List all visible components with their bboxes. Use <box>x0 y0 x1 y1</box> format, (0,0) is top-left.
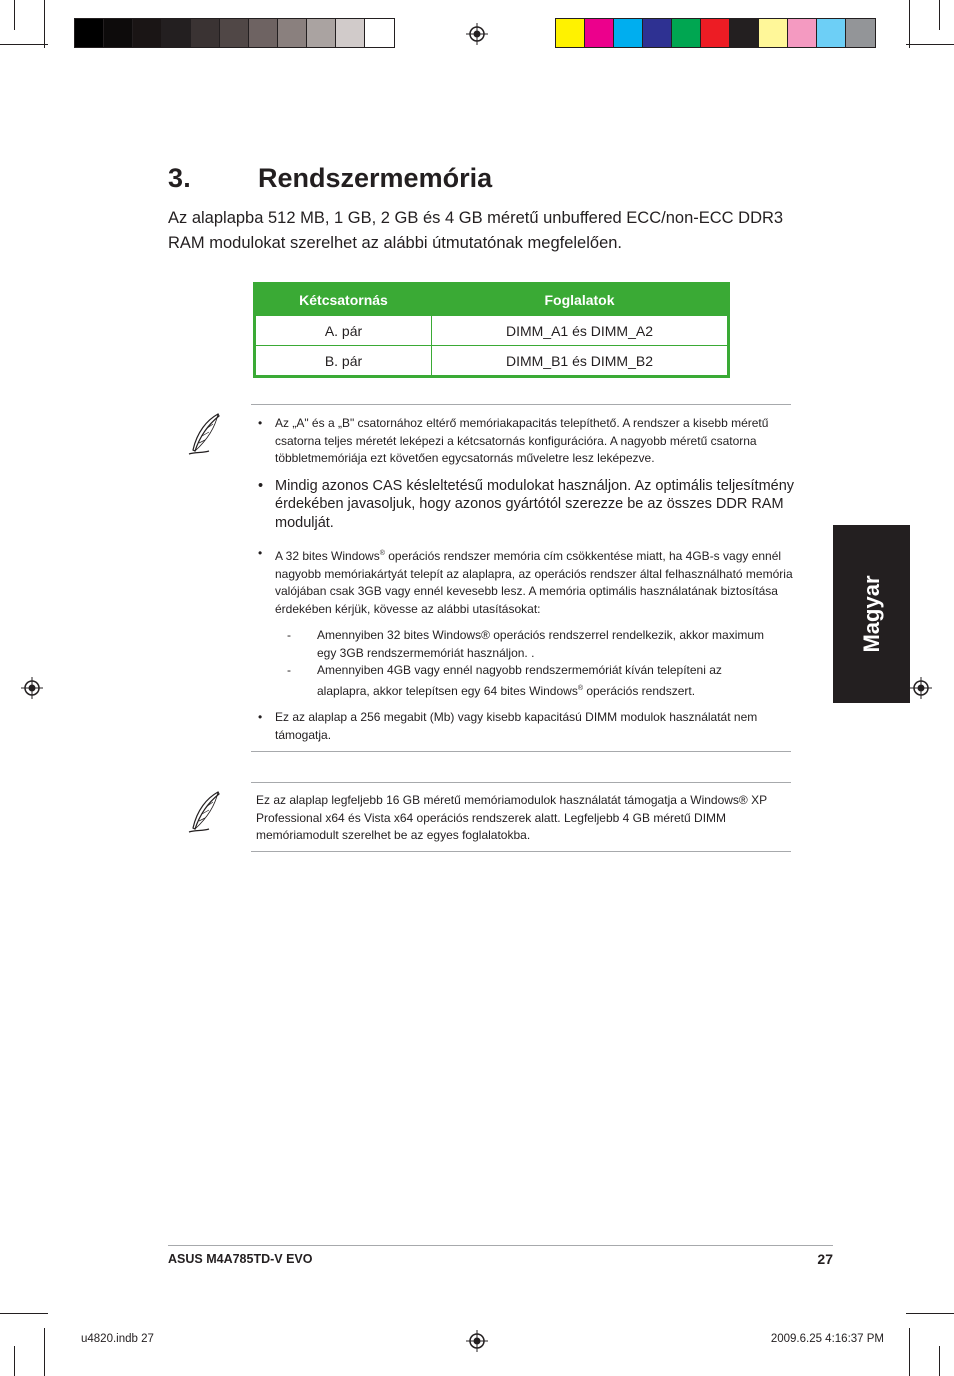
color-swatch <box>556 19 585 47</box>
crop-mark <box>909 1328 910 1376</box>
table-row <box>255 346 729 377</box>
color-swatch <box>614 19 643 47</box>
note-divider <box>251 782 791 783</box>
column-header: Foglalatok <box>432 284 729 316</box>
sub-list-text-part: operációs rendszert. <box>582 683 696 698</box>
page-number: 27 <box>817 1251 833 1267</box>
crop-mark <box>14 0 15 30</box>
table-cell: B. pár <box>255 346 432 377</box>
sub-list-text-part: Amennyiben 4GB vagy ennél nagyobb rendszermemóriát kíván telepíteni az alaplapra, akkor telepítsen egy 64 bites Windows <box>317 663 722 698</box>
dash-marker: - <box>287 628 291 642</box>
color-swatch <box>701 19 730 47</box>
color-swatch <box>759 19 788 47</box>
table-cell: DIMM_A1 és DIMM_A2 <box>432 316 729 346</box>
language-side-tab <box>833 525 910 703</box>
section-title: Rendszermemória <box>258 163 493 193</box>
sub-list-text <box>317 662 767 700</box>
crop-mark <box>906 44 954 45</box>
dash-marker: - <box>287 663 291 677</box>
feather-pen-icon <box>185 410 225 460</box>
list-item-text: operációs rendszer memória cím csökkentése miatt, ha 4GB-s vagy ennél nagyobb memóriakártyát telepít az alaplapra, az operációs rendszer által felhasználható memória valójában csak 3GB vagy ennél kevesebb lesz. A memória optimális használatának biztosítása érdekében kérjük, kövesse az alábbi utasításokat: <box>275 549 793 616</box>
color-swatch <box>585 19 614 47</box>
color-swatch <box>788 19 817 47</box>
color-swatch <box>846 19 875 47</box>
footer-product-name: ASUS M4A785TD-V EVO <box>168 1252 313 1266</box>
color-swatch <box>104 19 133 47</box>
note-divider <box>251 751 791 752</box>
table-row <box>255 316 729 346</box>
note-divider <box>251 404 791 405</box>
list-item-text: A 32 bites Windows <box>275 549 380 563</box>
color-swatch <box>191 19 220 47</box>
crop-mark <box>939 1346 940 1376</box>
grayscale-color-bar <box>74 18 395 48</box>
print-slug-date: 2009.6.25 4:16:37 PM <box>770 1333 884 1345</box>
color-swatch <box>730 19 759 47</box>
registration-target-icon <box>466 1330 488 1352</box>
note-bullet-list <box>258 415 798 618</box>
registered-mark: ® <box>577 684 583 692</box>
color-swatch <box>133 19 162 47</box>
registered-mark: ® <box>379 550 385 557</box>
intro-paragraph: Az alaplapba 512 MB, 1 GB, 2 GB és 4 GB méretű unbuffered ECC/non-ECC DDR3 RAM modulokat szerelhet az alábbi útmutatónak megfelelően. <box>168 209 784 252</box>
table-header-row <box>255 284 729 316</box>
color-swatch <box>75 19 104 47</box>
table-cell: DIMM_B1 és DIMM_B2 <box>432 346 729 377</box>
language-label: Magyar <box>858 575 884 653</box>
crop-mark <box>44 1328 45 1376</box>
memory-config-table <box>253 282 730 378</box>
list-item <box>258 545 798 618</box>
color-swatch <box>365 19 394 47</box>
color-swatch <box>249 19 278 47</box>
color-swatch <box>162 19 191 47</box>
crop-mark <box>14 1346 15 1376</box>
crop-mark <box>906 1313 954 1314</box>
print-slug-file: u4820.indb 27 <box>81 1333 154 1345</box>
sub-list-text: Amennyiben 32 bites Windows® operációs rendszerrel rendelkezik, akkor maximum egy 3GB rendszermemóriát használjon. . <box>317 628 765 660</box>
registration-target-icon <box>21 677 43 699</box>
color-swatch <box>643 19 672 47</box>
column-header: Kétcsatornás <box>255 284 432 316</box>
feather-pen-icon <box>185 788 225 838</box>
crop-mark <box>939 0 940 30</box>
color-swatch <box>278 19 307 47</box>
crop-mark <box>0 1313 48 1314</box>
color-swatch <box>672 19 701 47</box>
color-swatch <box>307 19 336 47</box>
note-divider <box>251 851 791 852</box>
table-cell: A. pár <box>255 316 432 346</box>
list-item: • Mindig azonos CAS késleltetésű modulokat használjon. Az optimális teljesítmény érdekében javasoljuk, hogy azonos gyártótól szerezze be az összes DDR RAM modulját. <box>258 477 798 533</box>
crop-mark <box>0 44 48 45</box>
crop-mark <box>909 0 910 48</box>
note-bullet-list <box>258 709 798 744</box>
registration-target-icon <box>466 23 488 45</box>
footer-divider <box>168 1245 833 1246</box>
color-swatch <box>220 19 249 47</box>
list-item: • Ez az alaplap a 256 megabit (Mb) vagy kisebb kapacitású DIMM modulok használatát nem támogatja. <box>258 709 798 744</box>
note-text: Ez az alaplap legfeljebb 16 GB méretű memóriamodulok használatát támogatja a Windows® XP Professional x64 és Vista x64 operációs rendszerek alatt. Legfeljebb 4 GB méretű DIMM memóriamodult szerelhet be az egyes foglalatokba. <box>256 793 767 842</box>
crop-mark <box>44 0 45 48</box>
process-color-bar <box>555 18 876 48</box>
list-item: • Az „A" és a „B" csatornához eltérő memóriakapacitás telepíthető. A rendszer a kisebb méretű csatorna teljes méretét leképezi a kétcsatornás konfigurációra. A nagyobb méretű csatorna többletmemóriája ezt követően egycsatornás műveletre lesz leképezve. <box>258 415 798 468</box>
section-number: 3. <box>168 163 191 193</box>
color-swatch <box>817 19 846 47</box>
color-swatch <box>336 19 365 47</box>
registration-target-icon <box>910 677 932 699</box>
